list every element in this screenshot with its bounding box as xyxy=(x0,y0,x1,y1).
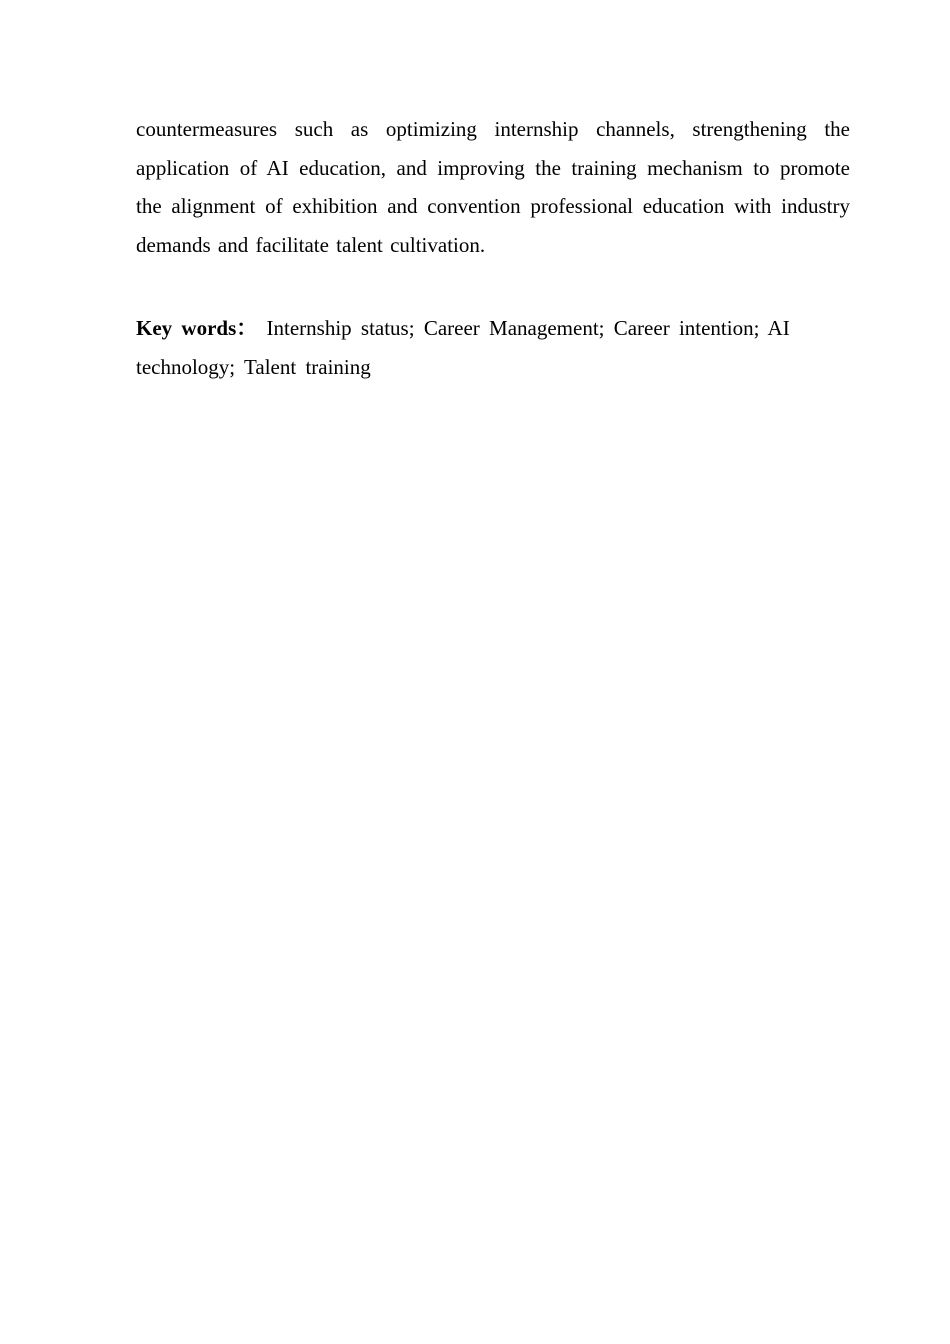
abstract-continuation-paragraph: countermeasures such as optimizing internship channels, strengthening the application of AI education, and improving the training mechanism to promote the alignment of exhibition and convention professional education with industry demands and facilitate talent cultivation. xyxy=(136,117,850,257)
keywords-label: Key words： xyxy=(136,316,258,340)
keywords-paragraph xyxy=(136,309,836,387)
keywords-list: Internship status; Career Management; Career intention; AI technology; Talent training xyxy=(136,316,790,379)
